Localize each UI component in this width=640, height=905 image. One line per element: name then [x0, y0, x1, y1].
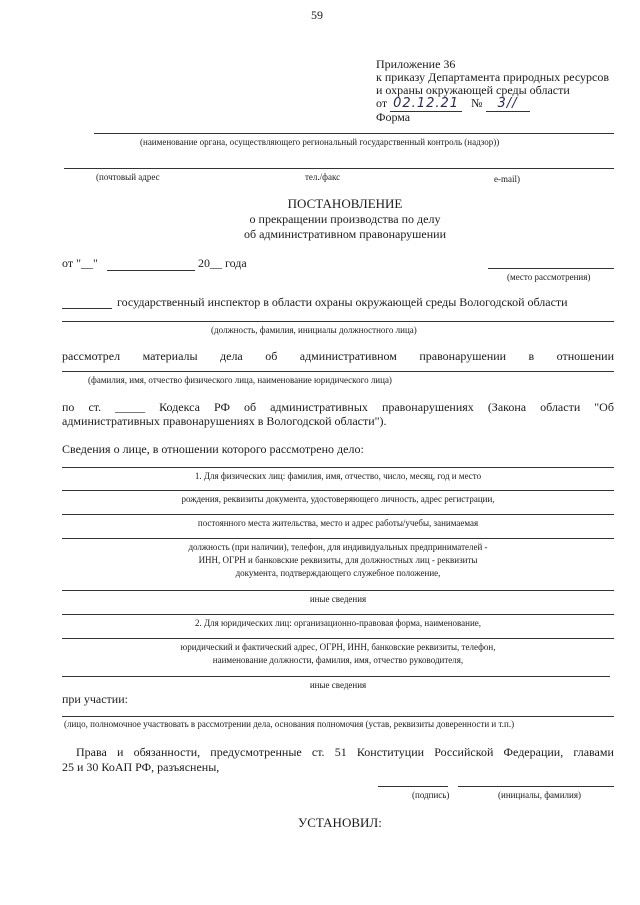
title-subtitle-1: о прекращении производства по делу [249, 212, 441, 226]
title-subtitle-2: об административном правонарушении [243, 227, 446, 241]
inspector-text: государственный инспектор в области охраны окружающей среды Вологодской области [117, 295, 568, 309]
initials-caption: (инициалы, фамилия) [498, 790, 581, 800]
participation-label: при участии: [62, 692, 128, 706]
word: административном [299, 349, 397, 363]
article-row [62, 400, 614, 415]
rights-row [76, 745, 614, 760]
handwritten-date: 02.12.21 [390, 96, 462, 112]
individual-line-4 [62, 538, 614, 539]
word: дела [220, 349, 243, 363]
word: материалы [142, 349, 198, 363]
legal-caption-4: иные сведения [309, 680, 367, 690]
individual-line-1 [62, 467, 614, 468]
word: по [62, 400, 75, 414]
inspector-blank [62, 308, 112, 309]
document-title: ПОСТАНОВЛЕНИЕ [287, 196, 403, 211]
place-line [488, 268, 614, 269]
address-line [64, 168, 614, 169]
word: ст. [311, 745, 325, 759]
word: главами [573, 745, 614, 759]
individual-caption-2: рождения, реквизиты документа, удостоверяющего личность, адрес регистрации, [181, 494, 495, 504]
legal-line-1 [62, 614, 614, 615]
word: в [528, 349, 535, 363]
word: правонарушениях [381, 400, 474, 414]
info-heading: Сведения о лице, в отношении которого рассмотрено дело: [62, 442, 364, 456]
word: ст. [88, 400, 102, 414]
legal-line-3 [62, 676, 610, 677]
word: и [117, 745, 124, 759]
order-line: к приказу Департамента природных ресурсов [376, 70, 610, 84]
signature-caption: (подпись) [412, 790, 450, 800]
legal-line-2 [62, 638, 614, 639]
individual-caption-7: иные сведения [309, 594, 367, 604]
legal-caption-3: наименование должности, фамилия, имя, отчество руководителя, [212, 655, 464, 665]
word: об [243, 400, 257, 414]
appendix-label: Приложение 36 [376, 57, 456, 71]
word: рассмотрел [62, 349, 121, 363]
date-year: 20__ года [198, 256, 247, 270]
email-caption: e-mail) [494, 174, 520, 184]
established-heading: УСТАНОВИЛ: [298, 815, 382, 830]
legal-caption-1: 2. Для юридических лиц: организационно-правовая форма, наименование, [194, 618, 482, 628]
word: 51 [334, 745, 347, 759]
legal-caption-2: юридический и фактический адрес, ОГРН, ИНН, банковские реквизиты, телефон, [180, 642, 496, 652]
word: Кодекса [159, 400, 200, 414]
phone-caption: тел./факс [305, 172, 341, 182]
word: "Об [594, 400, 614, 414]
participation-caption: (лицо, полномочное участвовать в рассмотрении дела, основания полномочия (устав, реквизиты доверенности и т.п.) [64, 719, 515, 729]
word: об [265, 349, 278, 363]
individual-caption-1: 1. Для физических лиц: фамилия, имя, отчество, число, месяц, год и место [194, 471, 482, 481]
word: правонарушении [419, 349, 507, 363]
individual-line-3 [62, 514, 614, 515]
place-caption: (место рассмотрения) [507, 272, 591, 282]
word: РФ [213, 400, 230, 414]
official-caption: (должность, фамилия, инициалы должностного лица) [211, 325, 417, 335]
individual-caption-6: документа, подтверждающего служебное положение, [235, 568, 441, 578]
person-line [62, 371, 614, 372]
page-number: 59 [311, 8, 323, 22]
word: отношении [556, 349, 614, 363]
considered-row [62, 349, 614, 364]
date-month-line [107, 270, 195, 271]
official-line [62, 321, 614, 322]
authority-line [94, 133, 614, 134]
word: (Закона [487, 400, 527, 414]
word: Российской [434, 745, 494, 759]
word: _____ [115, 400, 146, 414]
individual-caption-5: ИНН, ОГРН и банковские реквизиты, для должностных лиц - реквизиты [198, 555, 478, 565]
rights-line-2: 25 и 30 КоАП РФ, разъяснены, [62, 760, 220, 774]
word: обязанности, [133, 745, 201, 759]
individual-caption-3: постоянного места жительства, место и адрес работы/учебы, занимаемая [197, 518, 479, 528]
word: области [540, 400, 581, 414]
initials-line [458, 786, 614, 787]
signature-line [378, 786, 448, 787]
date-prefix: от [376, 96, 388, 110]
word: административных [270, 400, 368, 414]
word: Федерации, [503, 745, 564, 759]
word: Права [76, 745, 107, 759]
date-from: от "__" [62, 256, 98, 270]
individual-line-5 [62, 590, 614, 591]
department-line: и охраны окружающей среды области [376, 83, 570, 97]
number-sign: № [471, 96, 483, 110]
article-line-2: административных правонарушениях в Вологодской области"). [62, 414, 387, 428]
handwritten-number: 3// [486, 96, 530, 112]
postal-caption: (почтовый адрес [96, 172, 160, 182]
individual-line-2 [62, 490, 614, 491]
participation-line [62, 716, 614, 717]
word: Конституции [356, 745, 425, 759]
individual-caption-4: должность (при наличии), телефон, для индивидуальных предпринимателей - [188, 542, 488, 552]
authority-caption: (наименование органа, осуществляющего региональный государственный контроль (надзор)) [140, 137, 500, 147]
person-caption: (фамилия, имя, отчество физического лица, наименование юридического лица) [88, 375, 392, 385]
word: предусмотренные [210, 745, 302, 759]
form-label: Форма [376, 110, 411, 124]
